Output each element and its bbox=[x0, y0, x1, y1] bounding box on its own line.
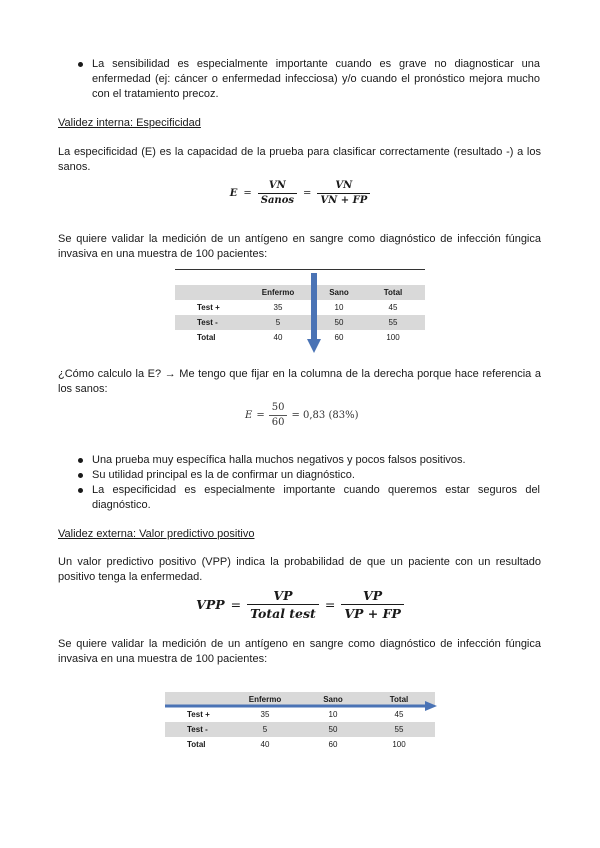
right-arrow-icon bbox=[165, 701, 437, 711]
fraction-denominator: 60 bbox=[269, 415, 288, 429]
formula-equals: = bbox=[256, 409, 265, 421]
table-cell: 5 bbox=[227, 722, 303, 737]
bullet-item: La especificidad es especialmente importante cuando queremos estar seguros del diagnóstico. bbox=[78, 483, 540, 513]
table-cell: 50 bbox=[317, 315, 361, 330]
table-vpp bbox=[165, 692, 437, 752]
fraction-vp-totaltest bbox=[247, 588, 319, 621]
table-top-rule bbox=[175, 269, 425, 270]
table-cell: 100 bbox=[386, 333, 400, 342]
paragraph-example-1: Se quiere validar la medición de un antígeno en sangre como diagnóstico de infección fúngica invasiva en una muestra de 100 pacientes: bbox=[58, 233, 541, 260]
table-header-cell: Total bbox=[363, 692, 435, 707]
table-cell: 40 bbox=[260, 740, 270, 749]
fraction-denominator: VP + FP bbox=[341, 604, 404, 621]
down-arrow-icon bbox=[307, 273, 321, 353]
table-header-row bbox=[175, 285, 425, 300]
table-cell: 50 bbox=[303, 722, 363, 737]
table-row-label: Test - bbox=[165, 722, 227, 737]
table-header-cell: Sano bbox=[303, 692, 363, 707]
table-cell: 10 bbox=[328, 710, 338, 719]
table-cell: 40 bbox=[273, 333, 283, 342]
formula-equals: = bbox=[230, 597, 242, 612]
formula-equals: = bbox=[243, 187, 252, 199]
table-row bbox=[175, 315, 425, 330]
formula-equals: = bbox=[303, 187, 312, 199]
table-row-label: Test - bbox=[175, 315, 239, 330]
table-row-label: Test + bbox=[187, 710, 210, 719]
fraction-numerator: VN bbox=[335, 180, 353, 191]
formula-lhs: E bbox=[229, 187, 238, 199]
fraction-denominator: Total test bbox=[247, 604, 319, 621]
fraction-numerator: VN bbox=[268, 180, 286, 191]
formula-vpp bbox=[180, 588, 420, 621]
section-heading-vpp: Validez externa: Valor predictivo positivo bbox=[58, 528, 255, 540]
paragraph-question: ¿Cómo calculo la E? → Me tengo que fijar en la columna de la derecha porque hace referencia a los sanos: bbox=[58, 368, 541, 395]
formula-result: = 0,83 (83%) bbox=[291, 409, 359, 421]
table-cell: 35 bbox=[260, 710, 270, 719]
fraction-denominator: VN + FP bbox=[317, 193, 370, 207]
table-header-cell: Enfermo bbox=[227, 692, 303, 707]
bullet-item: Su utilidad principal es la de confirmar un diagnóstico. bbox=[78, 468, 540, 483]
table-cell: 55 bbox=[361, 315, 425, 330]
bullet-list-top bbox=[78, 57, 540, 102]
table-header-cell: Sano bbox=[317, 285, 361, 300]
data-table bbox=[175, 285, 425, 345]
table-row-label: Test + bbox=[197, 303, 220, 312]
table-row bbox=[175, 300, 425, 315]
table-cell: 60 bbox=[334, 333, 344, 342]
bullet-item: La sensibilidad es especialmente importante cuando es grave no diagnosticar una enfermedad (ej: cáncer o enfermedad infecciosa) y/o cuando el pronóstico mejora mucho con el tratamiento precoz. bbox=[78, 57, 540, 102]
fraction-vn-sanos bbox=[258, 180, 297, 207]
table-cell: 55 bbox=[363, 722, 435, 737]
table-cell: 5 bbox=[239, 315, 317, 330]
formula-lhs: VPP bbox=[196, 597, 225, 612]
table-cell: 60 bbox=[328, 740, 338, 749]
table-cell: 45 bbox=[388, 303, 398, 312]
paragraph-especificidad-intro: La especificidad (E) es la capacidad de la prueba para clasificar correctamente (resultado -) a los sanos. bbox=[58, 146, 541, 173]
table-header-cell: Enfermo bbox=[239, 285, 317, 300]
table-header-cell bbox=[175, 285, 239, 300]
paragraph-example-2: Se quiere validar la medición de un antígeno en sangre como diagnóstico de infección fúngica invasiva en una muestra de 100 pacientes: bbox=[58, 638, 541, 665]
formula-lhs: E bbox=[245, 409, 253, 421]
table-cell: 35 bbox=[273, 303, 283, 312]
fraction-vp-vpfp bbox=[341, 588, 404, 621]
bullet-list-especificidad bbox=[78, 453, 540, 513]
table-row-label: Total bbox=[187, 740, 206, 749]
paragraph-vpp-intro: Un valor predictivo positivo (VPP) indica la probabilidad de que un paciente con un resultado positivo tenga la enfermedad. bbox=[58, 556, 541, 583]
fraction-numerator: 50 bbox=[271, 402, 285, 413]
table-row-label: Total bbox=[197, 333, 216, 342]
fraction-numerator: VP bbox=[363, 588, 383, 603]
table-row bbox=[165, 722, 435, 737]
formula-e-calc bbox=[245, 402, 358, 429]
bullet-item: Una prueba muy específica halla muchos negativos y pocos falsos positivos. bbox=[78, 453, 540, 468]
section-heading-especificidad: Validez interna: Especificidad bbox=[58, 117, 201, 129]
formula-especificidad bbox=[200, 180, 400, 207]
table-cell: 100 bbox=[392, 740, 406, 749]
table-row bbox=[175, 330, 425, 345]
fraction-50-60 bbox=[269, 402, 288, 429]
table-row bbox=[165, 737, 435, 752]
formula-equals: = bbox=[324, 597, 336, 612]
table-header-cell: Total bbox=[361, 285, 425, 300]
table-cell: 10 bbox=[334, 303, 344, 312]
fraction-numerator: VP bbox=[273, 588, 293, 603]
table-cell: 45 bbox=[394, 710, 404, 719]
fraction-denominator: Sanos bbox=[258, 193, 297, 207]
fraction-vn-vnfp bbox=[317, 180, 370, 207]
